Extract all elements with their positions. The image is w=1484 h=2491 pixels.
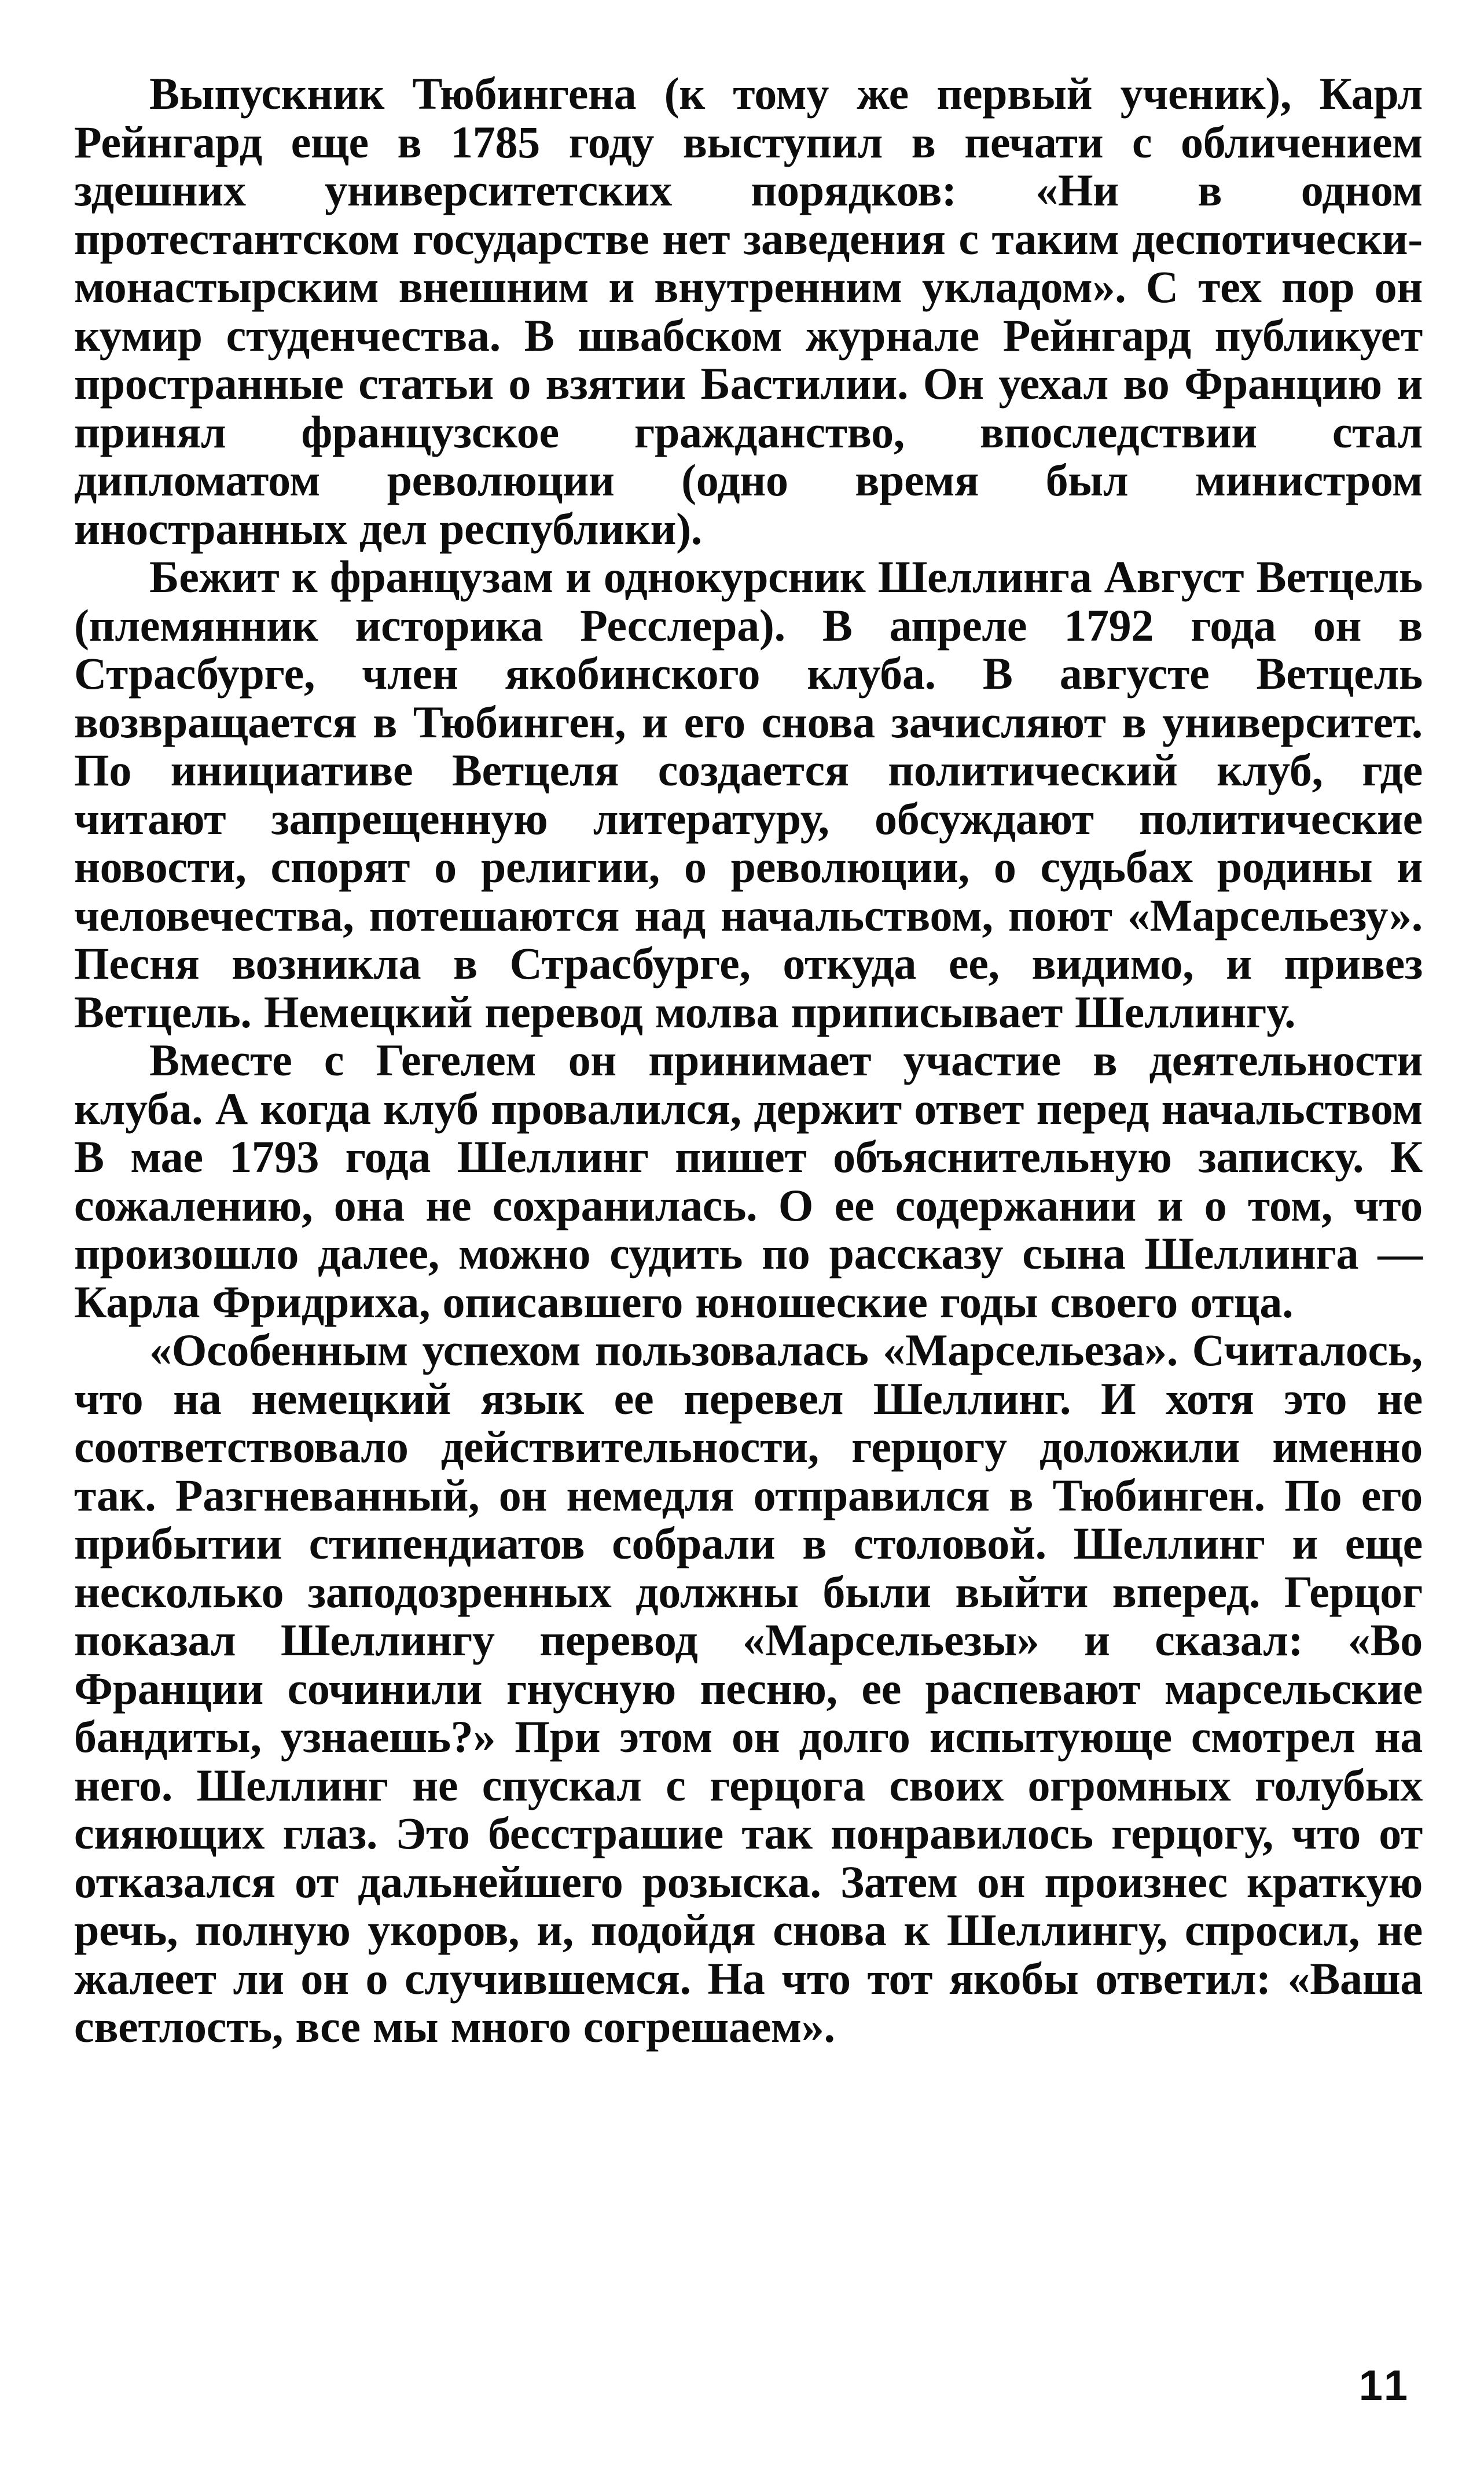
paragraph-4: «Особенным успехом пользовалась «Марсельеза». Считалось, что на немецкий язык ее перевел Шеллинг. И хотя это не соответствовало действительности, герцогу доложили именно так. Разгневанный, он немедля отправился в Тюбинген. По его прибытии стипендиатов собрали в столовой. Шеллинг и еще несколько заподозренных должны были выйти вперед. Герцог показал Шеллингу перевод «Марсельезы» и сказал: «Во Франции сочинили гнусную песню, ее распевают марсельские бандиты, узнаешь?» При этом он долго испытующе смотрел на него. Шеллинг не спускал с герцога своих огромных голубых сияющих глаз. Это бесстрашие так понравилось герцогу, что от отказался от дальнейшего розыска. Затем он произнес краткую речь, полную укоров, и, подойдя снова к Шеллингу, спросил, не жалеет ли он о случившемся. На что тот якобы ответил: «Ваша светлость, все мы много согрешаем». (74, 1325, 1423, 2052)
paragraph-3: Вместе с Гегелем он принимает участие в деятельности клуба. А когда клуб провалился, держит ответ перед начальством В мае 1793 года Шеллинг пишет объяснительную записку. К сожалению, она не сохранилась. О ее содержании и о том, что произошло далее, можно судить по рассказу сына Шеллинга — Карла Фридриха, описавшего юношеские годы своего отца. (74, 1035, 1423, 1327)
paragraph-2: Бежит к французам и однокурсник Шеллинга Август Ветцель (племянник историка Ресслера). В апреле 1792 года он в Страсбурге, член якобинского клуба. В августе Ветцель возвращается в Тюбинген, и его снова зачисляют в университет. По инициативе Ветцеля создается политический клуб, где читают запрещенную литературу, обсуждают политические новости, спорят о религии, о революции, о судьбах родины и человечества, потешаются над начальством, поют «Марсельезу». Песня возникла в Страсбурге, откуда ее, видимо, и привез Ветцель. Немецкий перевод молва приписывает Шеллингу. (74, 552, 1423, 1037)
paragraph-1: Выпускник Тюбингена (к тому же первый ученик), Карл Рейнгард еще в 1785 году выступил в печати с обличением здешних университетских порядков: «Ни в одном протестантском государстве нет заведения с таким деспотически-монастырским внешним и внутренним укладом». С тех пор он кумир студенчества. В швабском журнале Рейнгард публикует пространные статьи о взятии Бастилии. Он уехал во Францию и принял французское гражданство, впоследствии стал дипломатом революции (одно время был министром иностранных дел республики). (74, 68, 1423, 554)
book-page (74, 69, 1423, 2442)
page-number: 11 (1358, 2361, 1411, 2409)
